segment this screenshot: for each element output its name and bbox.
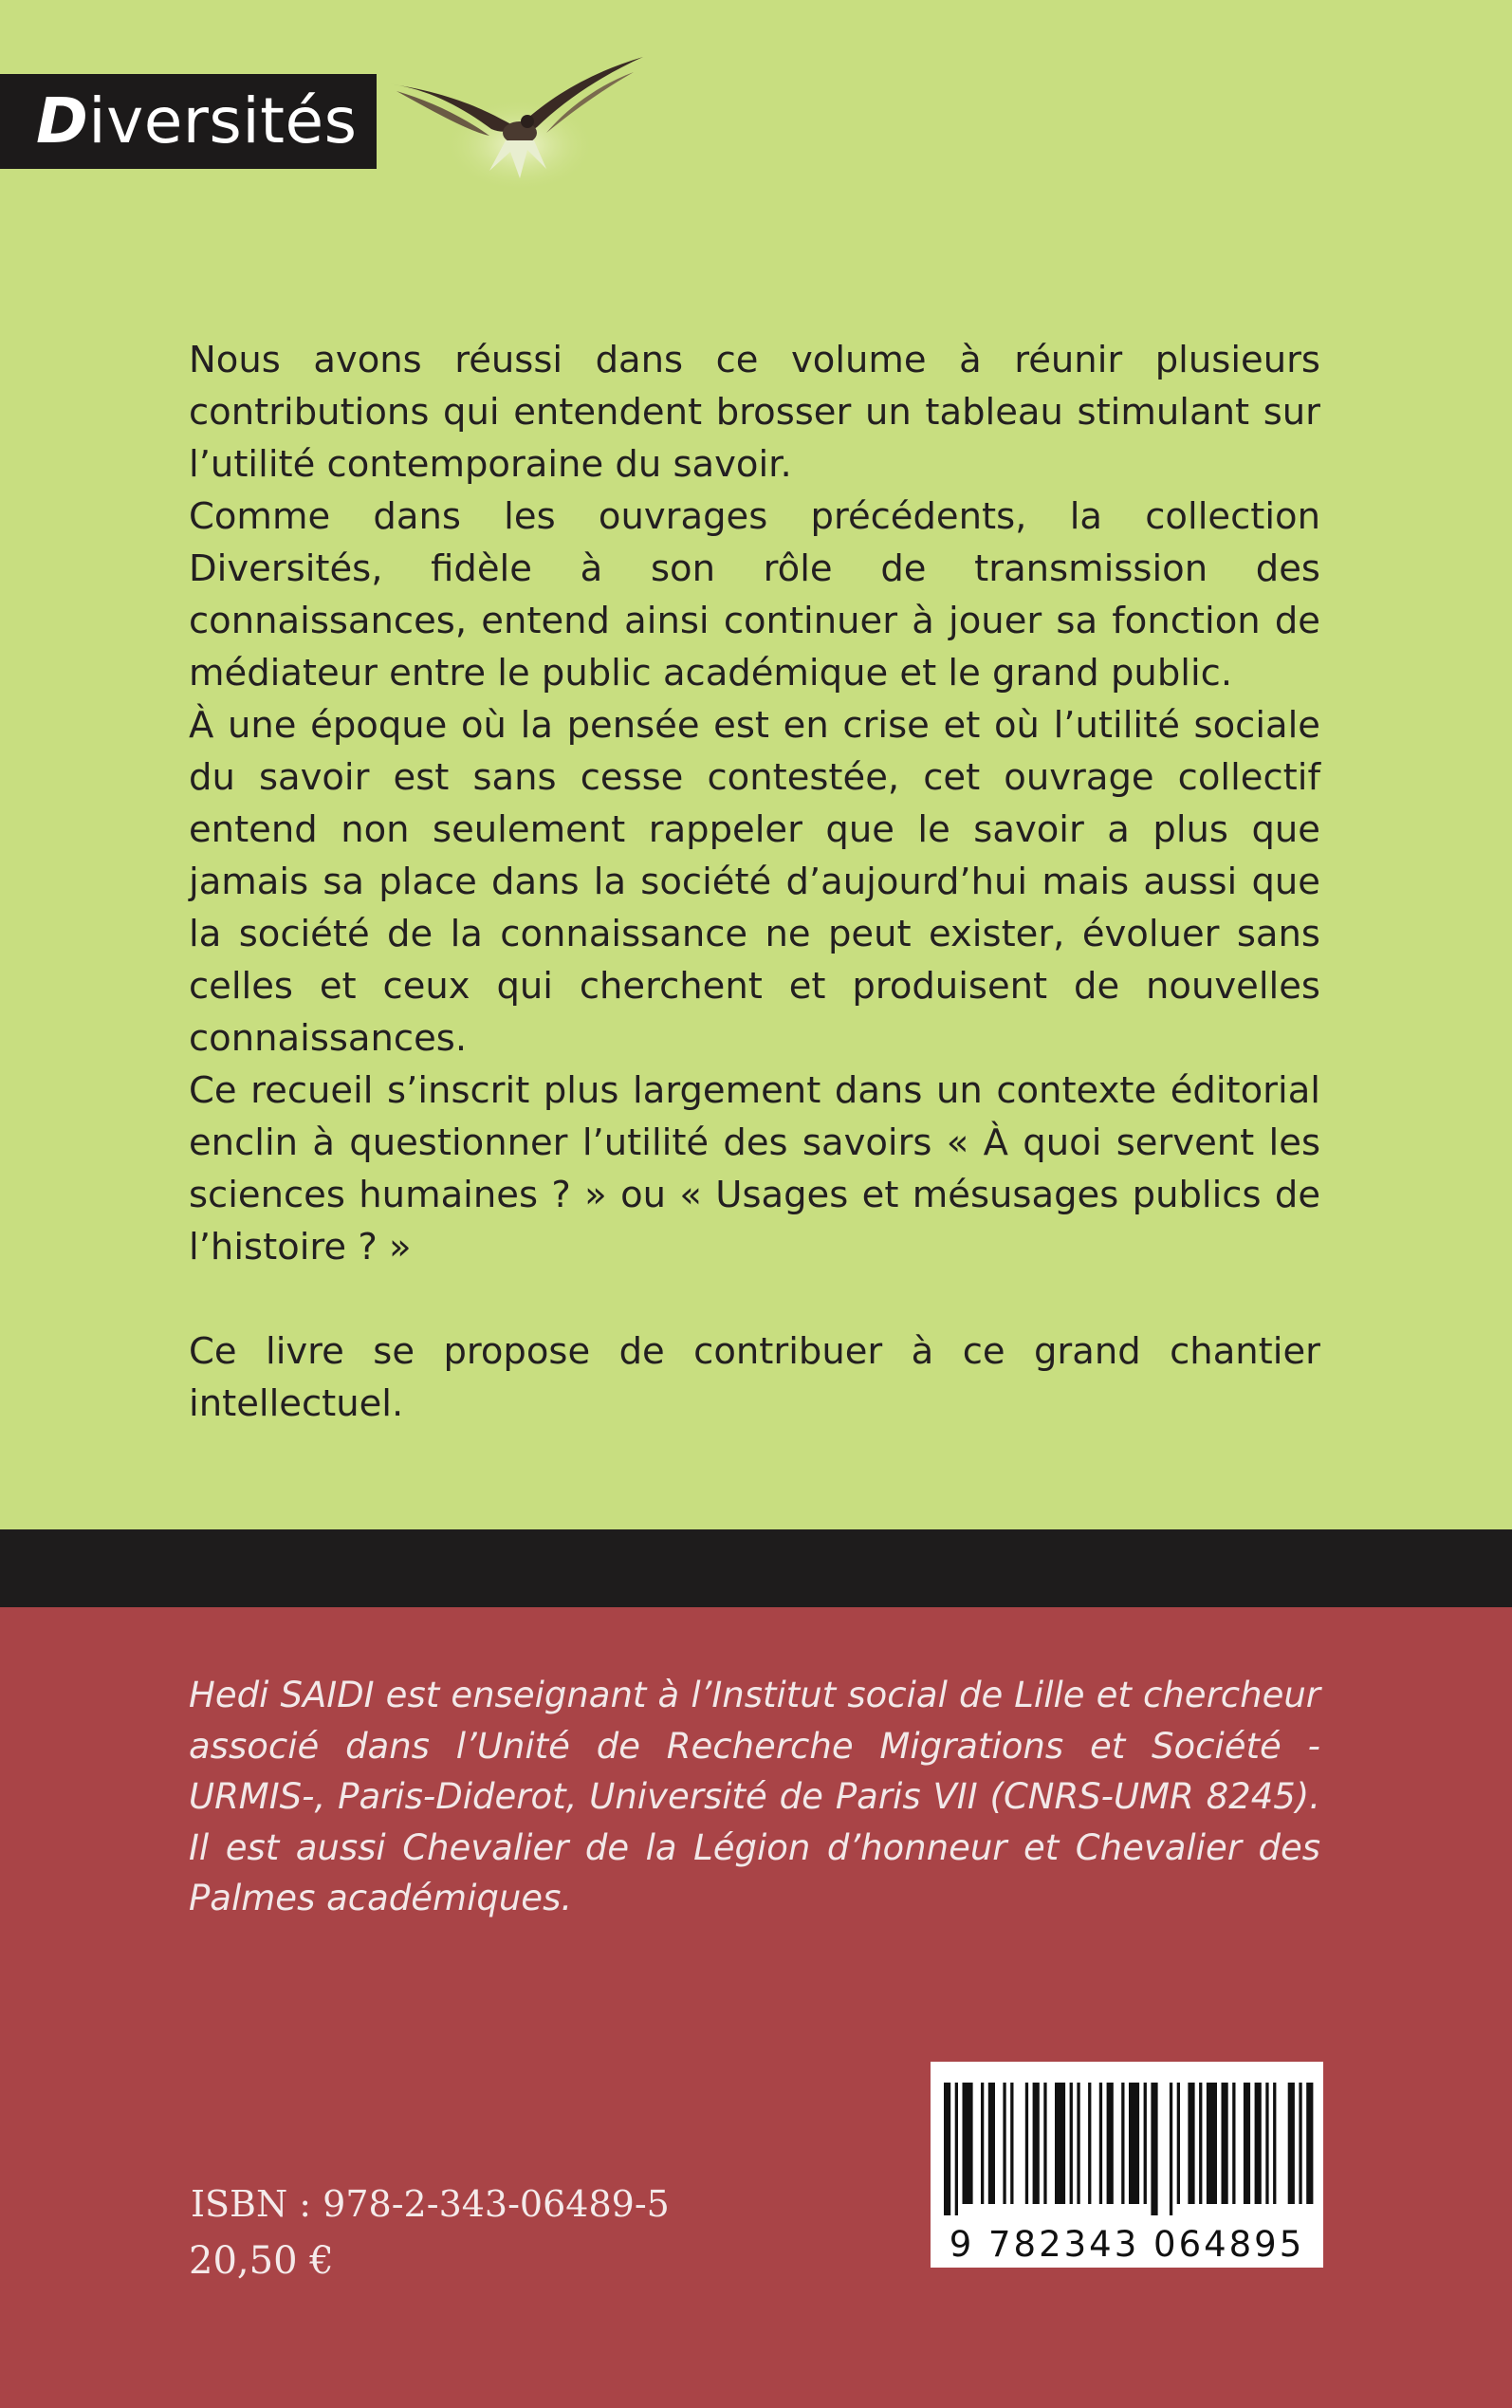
barcode-bar	[1306, 2083, 1313, 2204]
isbn-label: ISBN : 978-2-343-06489-5	[191, 2183, 670, 2225]
barcode-bars	[940, 2083, 1314, 2215]
series-logo-initial: D	[36, 84, 89, 157]
blurb-paragraph: Comme dans les ouvrages précédents, la collection Diversités, fidèle à son rôle de transmission des connaissances, entend ainsi continuer à jouer sa fonction de médiateur entre le public académique et le grand public.	[189, 495, 1320, 695]
barcode-bar	[1299, 2083, 1301, 2204]
back-cover-blurb	[189, 334, 1320, 1430]
barcode-bar	[944, 2083, 950, 2215]
blurb-paragraph: À une époque où la pensée est en crise et où l’utilité sociale du savoir est sans cesse contestée, cet ouvrage collectif entend non seulement rappeler que le savoir a plus que jamais sa place dans la société d’aujourd’hui mais aussi que la société de la connaissance ne peut exister, évoluer sans celles et ceux qui cherchent et produisent de nouvelles connaissances.	[189, 704, 1320, 1060]
barcode-bar	[1144, 2083, 1147, 2204]
barcode-bar	[1121, 2083, 1124, 2204]
barcode-bar	[1055, 2083, 1065, 2204]
barcode-bar	[1129, 2083, 1139, 2204]
barcode-bar	[1099, 2083, 1102, 2204]
barcode-bar	[1088, 2083, 1091, 2204]
author-bio: Hedi SAIDI est enseignant à l’Institut social de Lille et chercheur associé dans l’Unité de Recherche Migrations et Société - URMIS-, Paris-Diderot, Université de Paris VII (CNRS-UMR 8245). Il est aussi Chevalier de la Légion d’honneur et Chevalier des Palmes académiques.	[189, 1675, 1320, 1918]
barcode-bar	[1151, 2083, 1157, 2215]
barcode-bar	[1003, 2083, 1005, 2204]
barcode-number: 9 782343 064895	[949, 2224, 1305, 2265]
barcode-bar	[1232, 2083, 1235, 2204]
barcode-bar	[1025, 2083, 1028, 2204]
dove-icon	[378, 46, 651, 194]
barcode-bar	[963, 2083, 973, 2204]
blurb-paragraph: Nous avons réussi dans ce volume à réunir plusieurs contributions qui entendent brosser un tableau stimulant sur l’utilité contemporaine du savoir.	[189, 339, 1320, 486]
barcode-bar	[955, 2083, 958, 2215]
barcode-bar	[1107, 2083, 1114, 2204]
barcode-bar	[981, 2083, 984, 2204]
series-logo	[0, 74, 377, 169]
barcode-bar	[1170, 2083, 1172, 2215]
barcode-bar	[1070, 2083, 1073, 2204]
divider-band	[0, 1529, 1512, 1607]
barcode	[931, 2062, 1323, 2268]
barcode-bar	[1255, 2083, 1262, 2204]
price-label: 20,50 €	[189, 2239, 334, 2283]
barcode-bar	[1222, 2083, 1228, 2204]
barcode-bar	[1273, 2083, 1276, 2204]
barcode-bar	[1077, 2083, 1079, 2204]
barcode-bar	[1033, 2083, 1040, 2204]
barcode-bar	[1244, 2083, 1250, 2204]
barcode-bar	[1177, 2083, 1180, 2204]
barcode-bar	[988, 2083, 995, 2204]
series-logo-text: iversités	[88, 84, 358, 157]
blurb-paragraph: Ce livre se propose de contribuer à ce grand chantier intellectuel.	[189, 1330, 1320, 1425]
barcode-bar	[1207, 2083, 1217, 2204]
barcode-bar	[1043, 2083, 1046, 2204]
barcode-bar	[1288, 2083, 1295, 2204]
barcode-bar	[1265, 2083, 1268, 2204]
barcode-bar	[1199, 2083, 1202, 2204]
barcode-bar	[1010, 2083, 1013, 2204]
blurb-paragraph: Ce recueil s’inscrit plus largement dans un contexte éditorial enclin à questionner l’utilité des savoirs « À quoi servent les sciences humaines ? » ou « Usages et mésusages publics de l’histoire ? »	[189, 1069, 1320, 1269]
barcode-bar	[1188, 2083, 1194, 2204]
